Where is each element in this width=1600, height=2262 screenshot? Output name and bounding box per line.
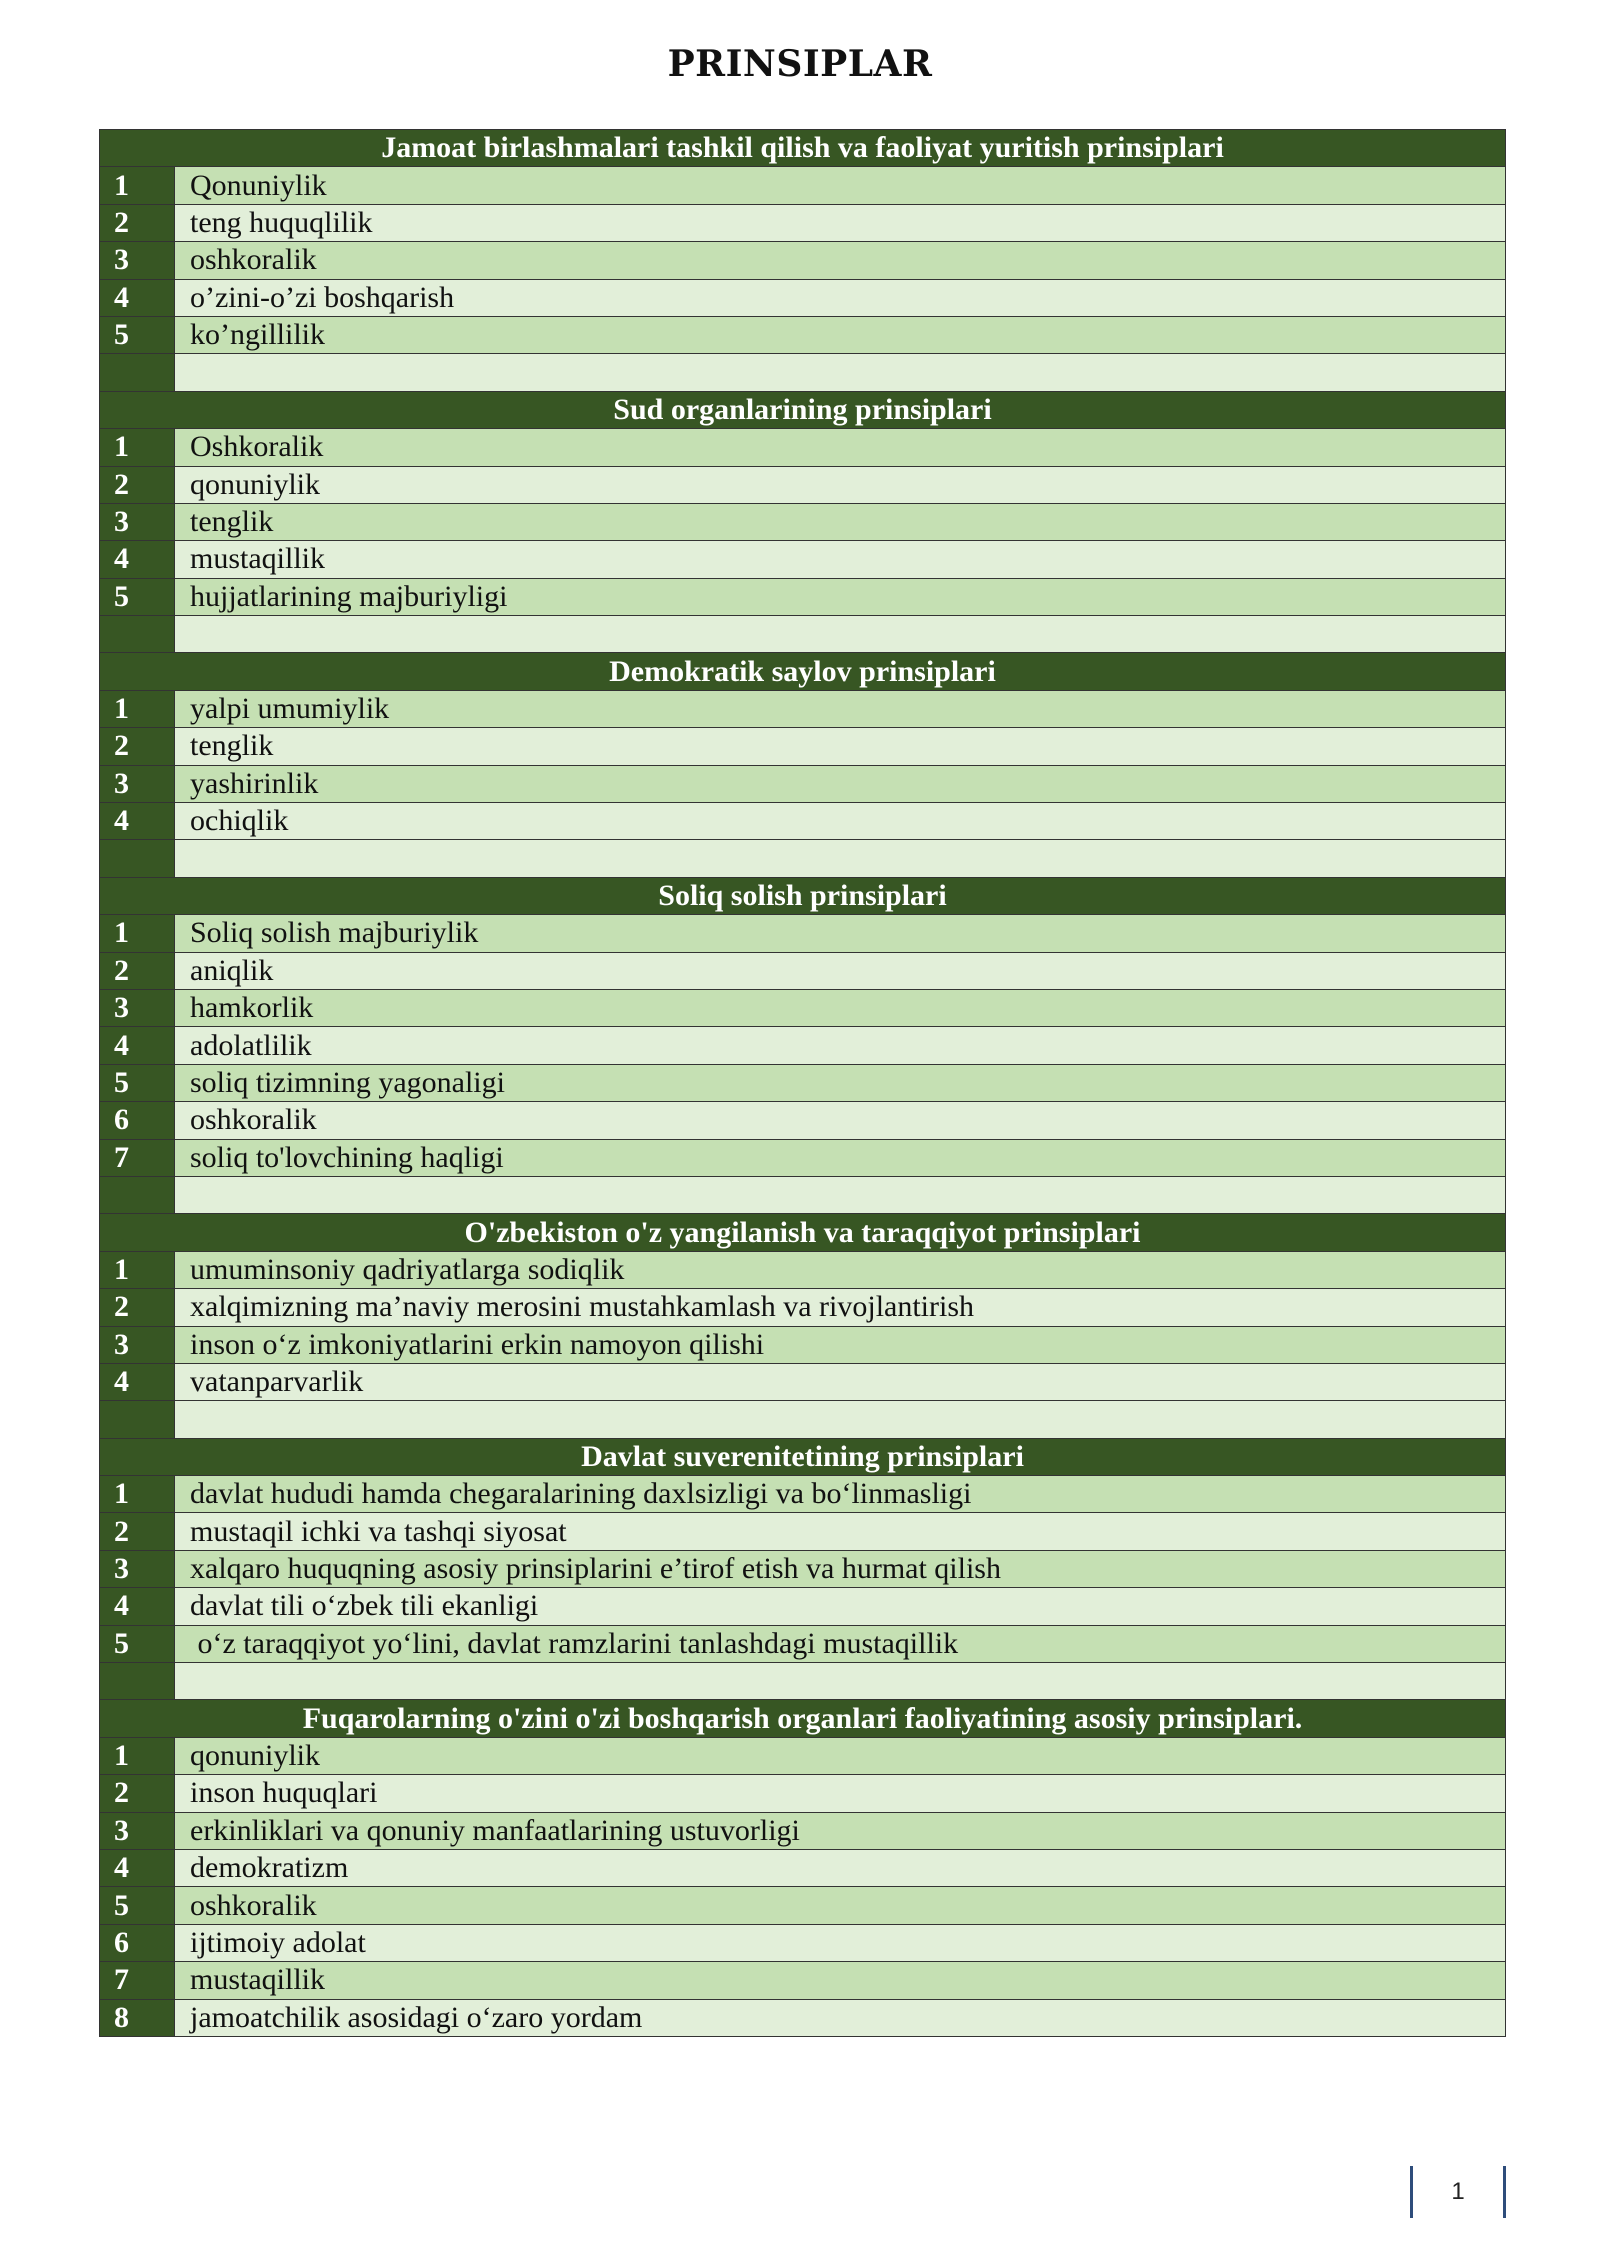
section-header-row xyxy=(100,653,1506,690)
spacer-number-cell xyxy=(100,1176,175,1213)
item-text: yashirinlik xyxy=(175,765,1506,802)
table-row xyxy=(100,1363,1506,1400)
item-text: qonuniylik xyxy=(175,466,1506,503)
table-row xyxy=(100,765,1506,802)
item-number: 2 xyxy=(100,952,175,989)
item-text: yalpi umumiylik xyxy=(175,690,1506,727)
table-row xyxy=(100,1737,1506,1774)
table-row xyxy=(100,728,1506,765)
table-row xyxy=(100,204,1506,241)
item-number: 1 xyxy=(100,1251,175,1288)
item-text: davlat tili o‘zbek tili ekanligi xyxy=(175,1588,1506,1625)
table-row xyxy=(100,1999,1506,2036)
item-number: 1 xyxy=(100,1476,175,1513)
page-number: 1 xyxy=(1410,2166,1506,2218)
item-number: 8 xyxy=(100,1999,175,2036)
item-number: 5 xyxy=(100,578,175,615)
item-text: o’zini-o’zi boshqarish xyxy=(175,279,1506,316)
table-row xyxy=(100,466,1506,503)
item-text: erkinliklari va qonuniy manfaatlarining ustuvorligi xyxy=(175,1812,1506,1849)
item-number: 6 xyxy=(100,1924,175,1961)
table-row xyxy=(100,1064,1506,1101)
item-text: oshkoralik xyxy=(175,242,1506,279)
section-heading: Demokratik saylov prinsiplari xyxy=(100,653,1506,690)
item-number: 5 xyxy=(100,1887,175,1924)
item-number: 5 xyxy=(100,1625,175,1662)
table-row xyxy=(100,1775,1506,1812)
section-header-row xyxy=(100,130,1506,167)
item-text: ko’ngillilik xyxy=(175,316,1506,353)
item-number: 2 xyxy=(100,466,175,503)
item-number: 2 xyxy=(100,728,175,765)
item-text: aniqlik xyxy=(175,952,1506,989)
section-header-row xyxy=(100,877,1506,914)
item-number: 1 xyxy=(100,167,175,204)
item-text: Soliq solish majburiylik xyxy=(175,915,1506,952)
table-row xyxy=(100,503,1506,540)
table-row xyxy=(100,429,1506,466)
table-row xyxy=(100,1326,1506,1363)
item-text: soliq tizimning yagonaligi xyxy=(175,1064,1506,1101)
spacer-row xyxy=(100,616,1506,653)
spacer-text-cell xyxy=(175,1663,1506,1700)
section-heading: Fuqarolarning o'zini o'zi boshqarish organlari faoliyatining asosiy prinsiplari. xyxy=(100,1700,1506,1737)
page-title: PRINSIPLAR xyxy=(667,43,933,85)
item-number: 1 xyxy=(100,429,175,466)
table-row xyxy=(100,541,1506,578)
item-text: vatanparvarlik xyxy=(175,1363,1506,1400)
table-row xyxy=(100,316,1506,353)
table-row xyxy=(100,1588,1506,1625)
spacer-number-cell xyxy=(100,840,175,877)
table-row xyxy=(100,1924,1506,1961)
table-row xyxy=(100,1027,1506,1064)
item-text: davlat hududi hamda chegaralarining daxlsizligi va bo‘linmasligi xyxy=(175,1476,1506,1513)
item-number: 4 xyxy=(100,1849,175,1886)
principles-table xyxy=(99,129,1506,2037)
spacer-row xyxy=(100,354,1506,391)
item-number: 5 xyxy=(100,1064,175,1101)
item-number: 3 xyxy=(100,1550,175,1587)
table-row xyxy=(100,1625,1506,1662)
table-row xyxy=(100,578,1506,615)
item-number: 2 xyxy=(100,1513,175,1550)
item-number: 7 xyxy=(100,1962,175,1999)
table-row xyxy=(100,1289,1506,1326)
section-header-row xyxy=(100,1438,1506,1475)
section-header-row xyxy=(100,391,1506,428)
item-number: 3 xyxy=(100,989,175,1026)
item-text: inson o‘z imkoniyatlarini erkin namoyon qilishi xyxy=(175,1326,1506,1363)
table-row xyxy=(100,1962,1506,1999)
spacer-text-cell xyxy=(175,616,1506,653)
spacer-row xyxy=(100,840,1506,877)
item-text: hujjatlarining majburiyligi xyxy=(175,578,1506,615)
spacer-text-cell xyxy=(175,1176,1506,1213)
spacer-text-cell xyxy=(175,354,1506,391)
table-row xyxy=(100,279,1506,316)
table-row xyxy=(100,1251,1506,1288)
item-text: soliq to'lovchining haqligi xyxy=(175,1139,1506,1176)
item-text: demokratizm xyxy=(175,1849,1506,1886)
table-row xyxy=(100,915,1506,952)
item-number: 3 xyxy=(100,242,175,279)
section-heading: O'zbekiston o'z yangilanish va taraqqiyot prinsiplari xyxy=(100,1214,1506,1251)
item-number: 3 xyxy=(100,765,175,802)
item-number: 6 xyxy=(100,1102,175,1139)
table-row xyxy=(100,1476,1506,1513)
item-text: ijtimoiy adolat xyxy=(175,1924,1506,1961)
item-text: o‘z taraqqiyot yo‘lini, davlat ramzlarini tanlashdagi mustaqillik xyxy=(175,1625,1506,1662)
item-text: Oshkoralik xyxy=(175,429,1506,466)
table-row xyxy=(100,1139,1506,1176)
spacer-number-cell xyxy=(100,354,175,391)
item-number: 4 xyxy=(100,803,175,840)
table-row xyxy=(100,690,1506,727)
table-row xyxy=(100,803,1506,840)
table-row xyxy=(100,167,1506,204)
item-number: 2 xyxy=(100,204,175,241)
table-row xyxy=(100,989,1506,1026)
section-header-row xyxy=(100,1214,1506,1251)
item-text: inson huquqlari xyxy=(175,1775,1506,1812)
spacer-row xyxy=(100,1663,1506,1700)
item-number: 3 xyxy=(100,1326,175,1363)
spacer-number-cell xyxy=(100,1663,175,1700)
item-text: qonuniylik xyxy=(175,1737,1506,1774)
item-text: xalqimizning ma’naviy merosini mustahkamlash va rivojlantirish xyxy=(175,1289,1506,1326)
table-row xyxy=(100,1102,1506,1139)
item-text: mustaqillik xyxy=(175,1962,1506,1999)
item-number: 4 xyxy=(100,541,175,578)
table-body xyxy=(100,130,1506,2037)
item-text: Qonuniylik xyxy=(175,167,1506,204)
item-text: umuminsoniy qadriyatlarga sodiqlik xyxy=(175,1251,1506,1288)
item-text: jamoatchilik asosidagi o‘zaro yordam xyxy=(175,1999,1506,2036)
table-row xyxy=(100,1849,1506,1886)
item-number: 3 xyxy=(100,503,175,540)
item-text: tenglik xyxy=(175,503,1506,540)
spacer-text-cell xyxy=(175,840,1506,877)
section-heading: Soliq solish prinsiplari xyxy=(100,877,1506,914)
spacer-row xyxy=(100,1176,1506,1213)
table-row xyxy=(100,242,1506,279)
table-row xyxy=(100,1550,1506,1587)
item-number: 4 xyxy=(100,279,175,316)
item-number: 5 xyxy=(100,316,175,353)
table-row xyxy=(100,1887,1506,1924)
item-number: 4 xyxy=(100,1027,175,1064)
item-text: mustaqil ichki va tashqi siyosat xyxy=(175,1513,1506,1550)
spacer-row xyxy=(100,1401,1506,1438)
item-number: 7 xyxy=(100,1139,175,1176)
item-number: 1 xyxy=(100,915,175,952)
table-row xyxy=(100,1513,1506,1550)
section-heading: Jamoat birlashmalari tashkil qilish va faoliyat yuritish prinsiplari xyxy=(100,130,1506,167)
item-number: 4 xyxy=(100,1363,175,1400)
item-text: xalqaro huquqning asosiy prinsiplarini e’tirof etish va hurmat qilish xyxy=(175,1550,1506,1587)
item-text: hamkorlik xyxy=(175,989,1506,1026)
item-number: 4 xyxy=(100,1588,175,1625)
item-number: 2 xyxy=(100,1289,175,1326)
item-text: oshkoralik xyxy=(175,1887,1506,1924)
item-text: teng huquqlilik xyxy=(175,204,1506,241)
item-text: adolatlilik xyxy=(175,1027,1506,1064)
spacer-number-cell xyxy=(100,616,175,653)
section-header-row xyxy=(100,1700,1506,1737)
item-text: oshkoralik xyxy=(175,1102,1506,1139)
item-number: 3 xyxy=(100,1812,175,1849)
item-number: 2 xyxy=(100,1775,175,1812)
table-row xyxy=(100,1812,1506,1849)
item-text: mustaqillik xyxy=(175,541,1506,578)
spacer-text-cell xyxy=(175,1401,1506,1438)
item-number: 1 xyxy=(100,1737,175,1774)
item-text: ochiqlik xyxy=(175,803,1506,840)
spacer-number-cell xyxy=(100,1401,175,1438)
section-heading: Sud organlarining prinsiplari xyxy=(100,391,1506,428)
section-heading: Davlat suverenitetining prinsiplari xyxy=(100,1438,1506,1475)
item-number: 1 xyxy=(100,690,175,727)
item-text: tenglik xyxy=(175,728,1506,765)
table-row xyxy=(100,952,1506,989)
